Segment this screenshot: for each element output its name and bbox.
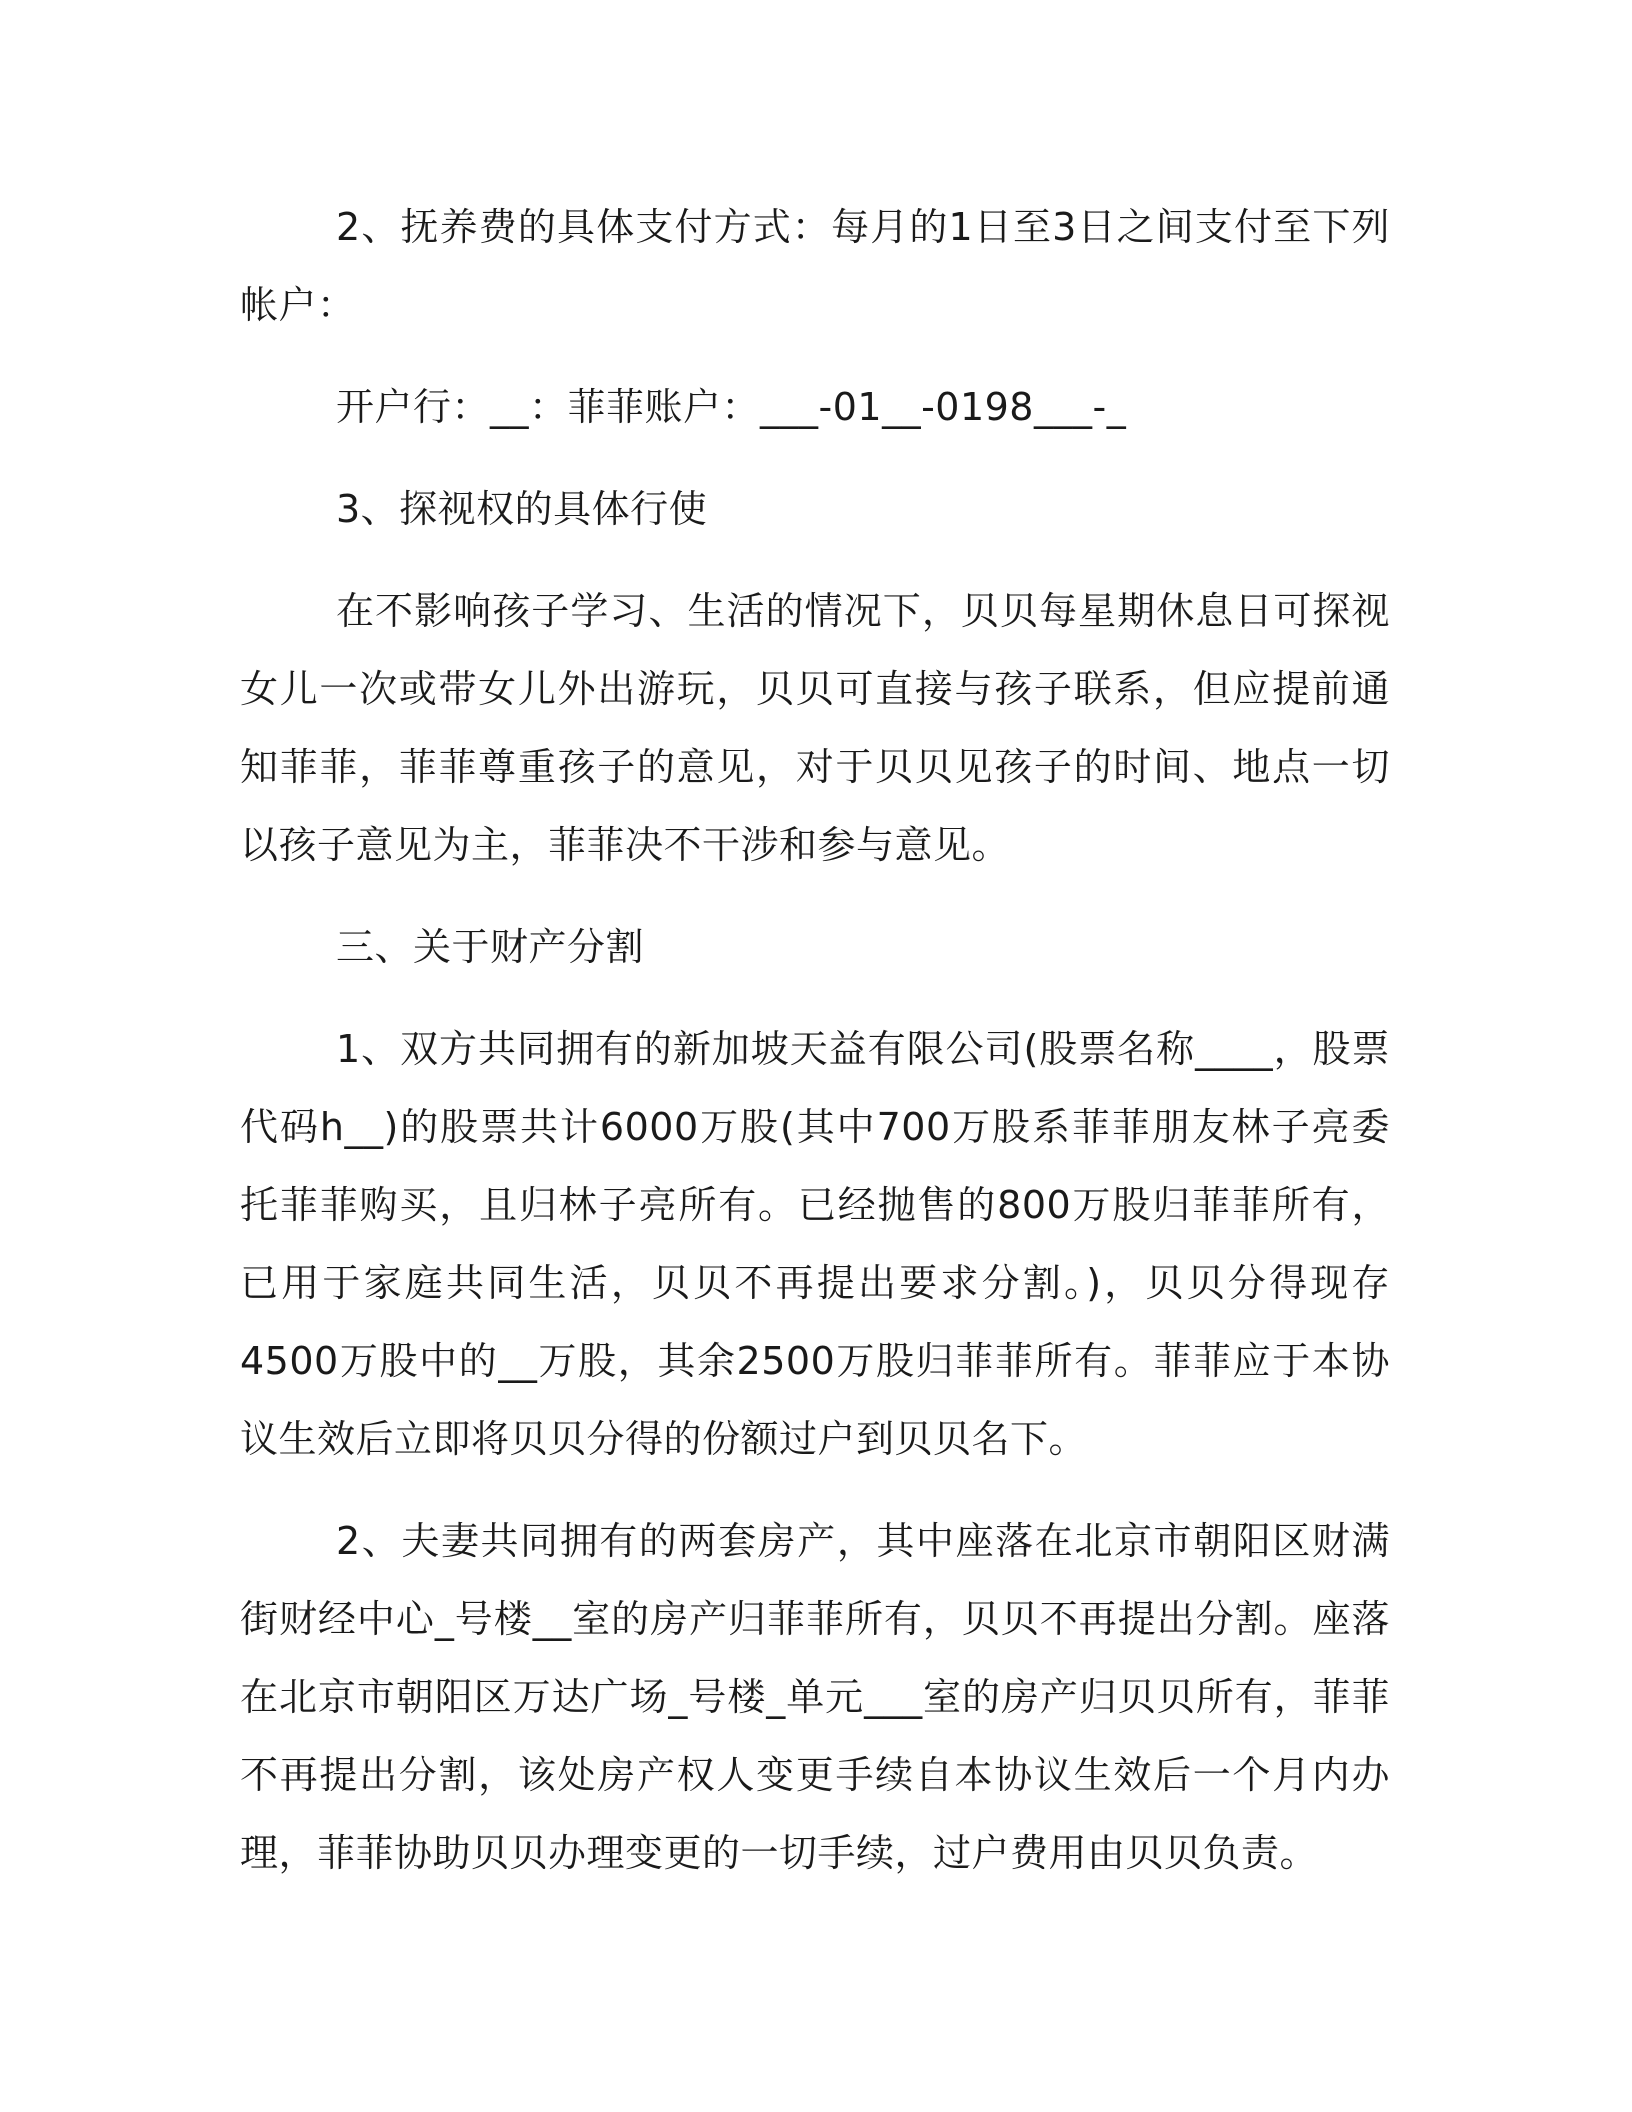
section-heading-property-division: 三、关于财产分割 [336,925,645,969]
paragraph-bank-account: 开户行：__：菲菲账户：___-01__-0198___-_ [336,385,1127,429]
paragraph-stock-division: 1、双方共同拥有的新加坡天益有限公司(股票名称____，股票代码h__)的股票共计6000万股(其中700万股系菲菲朋友林子亮委托菲菲购买，且归林子亮所有。已经抛售的800万股归菲菲所有，已用于家庭共同生活，贝贝不再提出要求分割。)，贝贝分得现存4500万股中的__万股，其余2500万股归菲菲所有。菲菲应于本协议生效后立即将贝贝分得的份额过户到贝贝名下。 [240,1027,1390,1461]
paragraph-support-payment: 2、抚养费的具体支付方式：每月的1日至3日之间支付至下列帐户： [240,205,1390,327]
document-body [240,188,1390,1892]
paragraph-visitation-terms: 在不影响孩子学习、生活的情况下，贝贝每星期休息日可探视女儿一次或带女儿外出游玩，贝贝可直接与孩子联系，但应提前通知菲菲，菲菲尊重孩子的意见，对于贝贝见孩子的时间、地点一切以孩子意见为主，菲菲决不干涉和参与意见。 [240,589,1390,867]
paragraph-real-estate-division: 2、夫妻共同拥有的两套房产，其中座落在北京市朝阳区财满街财经中心_号楼__室的房产归菲菲所有，贝贝不再提出分割。座落在北京市朝阳区万达广场_号楼_单元___室的房产归贝贝所有，菲菲不再提出分割，该处房产权人变更手续自本协议生效后一个月内办理，菲菲协助贝贝办理变更的一切手续，过户费用由贝贝负责。 [240,1519,1390,1875]
paragraph-visitation-heading: 3、探视权的具体行使 [336,487,708,531]
